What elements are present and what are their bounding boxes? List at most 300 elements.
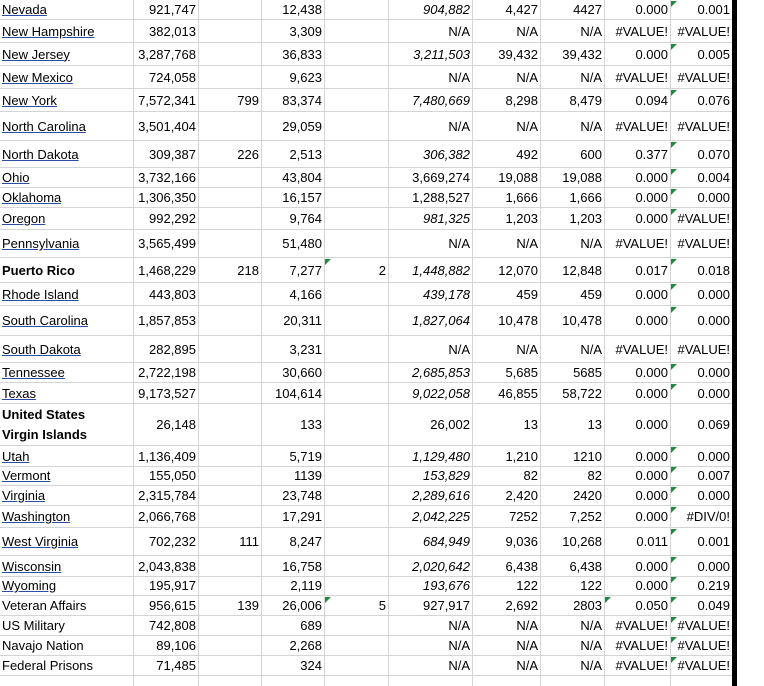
cell-c1[interactable]: 155,050: [149, 468, 196, 483]
cell-c1[interactable]: 382,013: [149, 23, 196, 39]
cell-c2[interactable]: 218: [237, 262, 259, 278]
cell-c9[interactable]: 0.004: [670, 168, 732, 187]
cell-c3[interactable]: 23,748: [282, 488, 322, 503]
cell-c4[interactable]: [324, 306, 388, 335]
cell-c7[interactable]: N/A: [580, 23, 602, 39]
cell-c6[interactable]: 46,855: [498, 385, 538, 401]
cell-c4[interactable]: [324, 616, 388, 635]
cell-c3[interactable]: 16,758: [282, 558, 322, 574]
cell-c4[interactable]: [324, 168, 388, 187]
cell-c6[interactable]: 13: [523, 417, 538, 432]
row-label-cell[interactable]: [0, 230, 133, 257]
row-label-cell[interactable]: [0, 208, 133, 229]
cell-c7[interactable]: 600: [580, 146, 602, 162]
cell-c7[interactable]: 2420: [573, 488, 602, 503]
cell-c1[interactable]: 992,292: [149, 211, 196, 226]
cell-c7[interactable]: 10,478: [562, 313, 602, 328]
cell-c4[interactable]: [324, 188, 388, 207]
cell-c1[interactable]: 9,173,527: [138, 385, 196, 401]
cell-c8[interactable]: #VALUE!: [615, 341, 668, 357]
cell-c9[interactable]: 0.070: [670, 141, 732, 167]
row-label: New Hampshire: [2, 23, 95, 39]
cell-c3[interactable]: 324: [300, 658, 322, 673]
cell-c1[interactable]: 7,572,341: [138, 92, 196, 108]
cell-c6[interactable]: 12,070: [498, 262, 538, 278]
cell-c6[interactable]: 19,088: [498, 170, 538, 185]
cell-c3[interactable]: 29,059: [282, 118, 322, 134]
cell-c9[interactable]: 0.049: [670, 596, 732, 615]
cell-c7[interactable]: N/A: [580, 69, 602, 85]
row-label-cell[interactable]: [0, 486, 133, 505]
cell-c3[interactable]: 3,231: [289, 341, 322, 357]
cell-c9[interactable]: #VALUE!: [677, 23, 730, 39]
cell-c5[interactable]: N/A: [448, 69, 470, 85]
cell-c3[interactable]: 20,311: [283, 313, 322, 328]
cell-c8[interactable]: #VALUE!: [615, 618, 668, 633]
cell-c7[interactable]: 1210: [573, 448, 602, 464]
cell-c2[interactable]: [198, 556, 261, 576]
cell-c9[interactable]: 0.001: [670, 528, 732, 555]
cell-c5[interactable]: 2,020,642: [412, 558, 470, 574]
cell-c2[interactable]: [198, 616, 261, 635]
cell-c9[interactable]: #VALUE!: [677, 69, 730, 85]
cell-c2[interactable]: [198, 656, 261, 675]
cell-c8[interactable]: #VALUE!: [615, 118, 668, 134]
cell-c5[interactable]: 904,882: [423, 2, 470, 17]
cell-c5[interactable]: N/A: [448, 658, 470, 673]
cell-c2[interactable]: [198, 112, 261, 140]
cell-c1[interactable]: 2,315,784: [138, 488, 196, 503]
cell-c2[interactable]: 111: [239, 534, 259, 549]
cell-c4[interactable]: [324, 656, 388, 675]
cell-c3[interactable]: 9,764: [289, 211, 322, 226]
cell-c3[interactable]: 36,833: [282, 46, 322, 62]
row-label-cell[interactable]: [0, 20, 133, 42]
cell-c6[interactable]: N/A: [516, 236, 538, 251]
cell-c8[interactable]: 0.000: [635, 365, 668, 380]
cell-c9[interactable]: 0.005: [670, 43, 732, 65]
cell-c4[interactable]: 5: [324, 596, 388, 615]
cell-c4[interactable]: [324, 636, 388, 655]
cell-c5[interactable]: N/A: [448, 618, 470, 633]
cell-c5[interactable]: 684,949: [423, 534, 470, 549]
cell-c8[interactable]: 0.050: [604, 596, 670, 615]
cell-c1[interactable]: 71,485: [156, 658, 196, 673]
cell-c5[interactable]: N/A: [448, 638, 470, 653]
cell-c8[interactable]: 0.377: [635, 146, 668, 162]
cell-c9[interactable]: 0.000: [670, 556, 732, 576]
cell-c8[interactable]: 0.000: [635, 286, 668, 302]
cell-c8[interactable]: #VALUE!: [615, 658, 668, 673]
cell-c2[interactable]: [198, 404, 261, 445]
row-label: Rhode Island: [2, 286, 79, 302]
row-label-cell[interactable]: [0, 383, 133, 403]
cell-c7[interactable]: 10,268: [562, 534, 602, 549]
cell-c3[interactable]: 9,623: [289, 69, 322, 85]
cell-c2[interactable]: [198, 336, 261, 362]
cell-c4[interactable]: [324, 208, 388, 229]
row-label-cell[interactable]: [0, 466, 133, 485]
cell-c8[interactable]: 0.000: [635, 313, 668, 328]
cell-c6[interactable]: 2,692: [505, 598, 538, 613]
cell-c8[interactable]: 0.017: [635, 262, 668, 278]
cell-c8[interactable]: 0.000: [635, 448, 668, 464]
cell-c8[interactable]: 0.000: [635, 509, 668, 524]
row-label: United States: [2, 406, 86, 422]
cell-c6[interactable]: 492: [516, 146, 538, 162]
cell-c1[interactable]: 443,803: [149, 286, 196, 302]
cell-c9[interactable]: 0.018: [670, 258, 732, 282]
cell-c7[interactable]: 82: [587, 468, 602, 483]
cell-c5[interactable]: 2,042,225: [412, 509, 470, 524]
cell-c8[interactable]: 0.000: [635, 170, 668, 185]
cell-c7[interactable]: 8,479: [569, 92, 602, 108]
cell-c6[interactable]: N/A: [516, 618, 538, 633]
cell-c7[interactable]: 7,252: [569, 509, 602, 524]
cell-c6[interactable]: 82: [523, 468, 538, 483]
cell-c6[interactable]: 4,427: [505, 2, 538, 17]
cell-c3[interactable]: 12,438: [282, 2, 322, 17]
cell-c3[interactable]: 17,291: [282, 509, 322, 524]
cell-c6[interactable]: 6,438: [505, 558, 538, 574]
cell-c1[interactable]: 1,136,409: [138, 448, 196, 464]
cell-c5[interactable]: 2,289,616: [412, 488, 470, 503]
cell-c7[interactable]: 6,438: [569, 558, 602, 574]
cell-c7[interactable]: 122: [580, 578, 602, 593]
cell-c2[interactable]: [198, 506, 261, 527]
cell-c3[interactable]: 2,119: [290, 578, 322, 593]
row-label-cell[interactable]: [0, 556, 133, 576]
cell-c5[interactable]: 7,480,669: [412, 92, 470, 108]
cell-c4[interactable]: [324, 363, 388, 382]
cell-c8[interactable]: 0.011: [636, 534, 668, 549]
cell-c9[interactable]: 0.000: [670, 306, 732, 335]
cell-c1[interactable]: 3,732,166: [138, 170, 196, 185]
cell-c5[interactable]: 26,002: [430, 417, 470, 432]
cell-c7[interactable]: N/A: [580, 658, 602, 673]
cell-c7[interactable]: 4427: [573, 2, 602, 17]
cell-c5[interactable]: 1,288,527: [412, 190, 470, 205]
cell-c6[interactable]: N/A: [516, 341, 538, 357]
cell-c6[interactable]: 5,685: [505, 365, 538, 380]
cell-c3[interactable]: 8,247: [289, 534, 322, 549]
cell-c7[interactable]: 13: [587, 417, 602, 432]
cell-c1[interactable]: 1,857,853: [138, 313, 196, 328]
cell-c6[interactable]: 122: [516, 578, 538, 593]
cell-c3[interactable]: 1139: [294, 468, 322, 483]
cell-c1[interactable]: 742,808: [149, 618, 196, 633]
cell-c4[interactable]: [324, 404, 388, 445]
cell-c6[interactable]: 1,666: [505, 190, 538, 205]
cell-c4[interactable]: [324, 0, 388, 19]
cell-c9[interactable]: 0.000: [670, 363, 732, 382]
table-row: [0, 208, 732, 230]
cell-c4[interactable]: [324, 466, 388, 485]
cell-c8[interactable]: #VALUE!: [615, 638, 668, 653]
cell-c2[interactable]: [198, 20, 261, 42]
cell-c4[interactable]: [324, 43, 388, 65]
cell-c7[interactable]: 1,666: [569, 190, 602, 205]
cell-c8[interactable]: 0.000: [635, 190, 668, 205]
cell-c8[interactable]: 0.000: [635, 488, 668, 503]
cell-c7[interactable]: N/A: [580, 618, 602, 633]
cell-c3[interactable]: 5,719: [289, 448, 322, 464]
cell-c2[interactable]: 139: [237, 598, 259, 613]
cell-c6[interactable]: 39,432: [498, 46, 538, 62]
row-label-cell[interactable]: [0, 596, 133, 615]
cell-c1[interactable]: 282,895: [149, 341, 196, 357]
cell-c5[interactable]: 1,129,480: [412, 448, 470, 464]
cell-c5[interactable]: N/A: [448, 236, 470, 251]
cell-c4[interactable]: [324, 528, 388, 555]
cell-c4[interactable]: [324, 486, 388, 505]
cell-c2[interactable]: 799: [237, 92, 259, 108]
cell-c9[interactable]: #VALUE!: [677, 236, 730, 251]
cell-c7[interactable]: 5685: [573, 365, 602, 380]
row-label-cell[interactable]: [0, 306, 133, 335]
cell-c6[interactable]: 7252: [509, 509, 538, 524]
cell-c3[interactable]: 2,513: [289, 146, 322, 162]
cell-c5[interactable]: 981,325: [423, 211, 470, 226]
cell-c5[interactable]: 2,685,853: [412, 365, 470, 380]
row-label-cell[interactable]: [0, 336, 133, 362]
cell-c9[interactable]: #VALUE!: [670, 656, 732, 675]
cell-c3[interactable]: 104,614: [275, 385, 322, 401]
cell-c6[interactable]: 459: [516, 286, 538, 302]
cell-c5[interactable]: N/A: [448, 23, 470, 39]
cell-c1[interactable]: 309,387: [149, 146, 196, 162]
cell-c4[interactable]: [324, 89, 388, 111]
cell-c2[interactable]: 226: [237, 146, 259, 162]
cell-c1[interactable]: 3,565,499: [138, 236, 196, 251]
row-label-cell[interactable]: [0, 363, 133, 382]
cell-c8[interactable]: #VALUE!: [615, 69, 668, 85]
cell-c9[interactable]: 0.000: [670, 383, 732, 403]
cell-c6[interactable]: 9,036: [505, 534, 538, 549]
cell-c9[interactable]: #VALUE!: [670, 208, 732, 229]
cell-c1[interactable]: 1,306,350: [138, 190, 196, 205]
cell-c2[interactable]: [198, 446, 261, 466]
cell-c4[interactable]: [324, 556, 388, 576]
cell-c4[interactable]: [324, 20, 388, 42]
cell-c4[interactable]: [324, 336, 388, 362]
cell-c5[interactable]: N/A: [448, 118, 470, 134]
cell-c9[interactable]: 0.001: [670, 0, 732, 19]
cell-c6[interactable]: N/A: [516, 658, 538, 673]
row-label-cell[interactable]: [0, 506, 133, 527]
table-row: [0, 188, 732, 208]
cell-c4[interactable]: 2: [324, 258, 388, 282]
cell-c6[interactable]: 2,420: [505, 488, 538, 503]
cell-c7[interactable]: N/A: [580, 118, 602, 134]
cell-c2[interactable]: [198, 486, 261, 505]
cell-c1[interactable]: 702,232: [149, 534, 196, 549]
cell-c3[interactable]: 83,374: [282, 92, 322, 108]
cell-c7[interactable]: 58,722: [562, 385, 602, 401]
cell-c8[interactable]: 0.000: [635, 211, 668, 226]
row-label-cell[interactable]: [0, 66, 133, 88]
cell-c9[interactable]: #DIV/0!: [670, 506, 732, 527]
row-label-cell[interactable]: [0, 89, 133, 111]
cell-c4[interactable]: [324, 446, 388, 466]
cell-c8[interactable]: 0.000: [635, 385, 668, 401]
cell-c3[interactable]: 4,166: [289, 286, 322, 302]
cell-c4[interactable]: [324, 283, 388, 305]
row-label-cell[interactable]: [0, 0, 133, 19]
cell-c1[interactable]: 3,501,404: [138, 118, 196, 134]
cell-c2[interactable]: [198, 43, 261, 65]
cell-c2[interactable]: [198, 208, 261, 229]
cell-c2[interactable]: [198, 636, 261, 655]
cell-c7[interactable]: N/A: [580, 236, 602, 251]
cell-c9[interactable]: 0.219: [670, 576, 732, 595]
row-label-cell[interactable]: [0, 616, 133, 635]
cell-c7[interactable]: 1,203: [569, 211, 602, 226]
cell-c6[interactable]: 10,478: [498, 313, 538, 328]
row-label-cell[interactable]: [0, 528, 133, 555]
cell-c4[interactable]: [324, 383, 388, 403]
cell-c2[interactable]: [198, 363, 261, 382]
cell-c9[interactable]: 0.007: [670, 466, 732, 485]
cell-c2[interactable]: [198, 66, 261, 88]
cell-c4[interactable]: [324, 506, 388, 527]
row-label-cell[interactable]: [0, 188, 133, 207]
cell-c3[interactable]: 26,006: [282, 598, 322, 613]
cell-c1[interactable]: 2,066,768: [138, 509, 196, 524]
cell-c5[interactable]: 3,669,274: [412, 170, 470, 185]
cell-c6[interactable]: 8,298: [505, 92, 538, 108]
cell-c9[interactable]: #VALUE!: [670, 616, 732, 635]
cell-c2[interactable]: [198, 306, 261, 335]
cell-c3[interactable]: 689: [300, 618, 322, 633]
row-label-cell[interactable]: [0, 141, 133, 167]
cell-c8[interactable]: #VALUE!: [615, 236, 668, 251]
cell-c1[interactable]: 724,058: [149, 69, 196, 85]
cell-c8[interactable]: 0.000: [635, 46, 668, 62]
cell-c4[interactable]: [324, 66, 388, 88]
cell-c8[interactable]: 0.000: [635, 2, 668, 17]
cell-c2[interactable]: [198, 188, 261, 207]
cell-c5[interactable]: 9,022,058: [412, 385, 470, 401]
cell-c6[interactable]: N/A: [516, 23, 538, 39]
cell-c8[interactable]: 0.094: [635, 92, 668, 108]
cell-c9[interactable]: 0.000: [670, 446, 732, 466]
cell-c2[interactable]: [198, 466, 261, 485]
cell-c3[interactable]: 133: [300, 417, 322, 432]
cell-c2[interactable]: [198, 383, 261, 403]
cell-c9[interactable]: 0.000: [670, 283, 732, 305]
cell-c3[interactable]: 51,480: [282, 236, 322, 251]
row-label: North Carolina: [2, 118, 86, 134]
cell-c4[interactable]: [324, 576, 388, 595]
row-label-cell[interactable]: [0, 404, 133, 445]
cell-c1[interactable]: 3,287,768: [138, 46, 196, 62]
cell-c1[interactable]: 2,722,198: [138, 365, 196, 380]
cell-c5[interactable]: N/A: [448, 341, 470, 357]
cell-c1[interactable]: 89,106: [156, 638, 196, 653]
cell-c3[interactable]: 7,277: [289, 262, 322, 278]
cell-c8[interactable]: 0.000: [635, 468, 668, 483]
cell-c9[interactable]: 0.000: [670, 486, 732, 505]
cell-c7[interactable]: 12,848: [562, 262, 602, 278]
cell-c2[interactable]: [198, 576, 261, 595]
cell-c5[interactable]: 153,829: [423, 468, 470, 483]
table-row: [0, 20, 732, 43]
cell-c9[interactable]: 0.076: [670, 89, 732, 111]
cell-c2[interactable]: [198, 0, 261, 19]
cell-c6[interactable]: 1,210: [505, 448, 538, 464]
row-label-cell[interactable]: [0, 576, 133, 595]
cell-c3[interactable]: 16,157: [282, 190, 322, 205]
cell-c6[interactable]: N/A: [516, 118, 538, 134]
cell-c9[interactable]: #VALUE!: [677, 118, 730, 134]
cell-c3[interactable]: 43,804: [282, 170, 322, 185]
cell-c5[interactable]: 927,917: [423, 598, 470, 613]
cell-c5[interactable]: 3,211,503: [413, 46, 470, 62]
cell-c9[interactable]: #VALUE!: [677, 341, 730, 357]
row-label-cell[interactable]: [0, 446, 133, 466]
cell-c7[interactable]: N/A: [580, 638, 602, 653]
cell-c1[interactable]: 26,148: [156, 417, 196, 432]
row-label-cell[interactable]: [0, 112, 133, 140]
table-row: [0, 306, 732, 336]
cell-c5[interactable]: 1,448,882: [412, 262, 470, 278]
cell-c3[interactable]: 2,268: [289, 638, 322, 653]
cell-c1[interactable]: 1,468,229: [138, 262, 196, 278]
cell-c1[interactable]: 2,043,838: [138, 558, 196, 574]
cell-c4[interactable]: [324, 230, 388, 257]
cell-c8[interactable]: 0.000: [635, 417, 668, 432]
cell-c7[interactable]: 39,432: [562, 46, 602, 62]
cell-c9[interactable]: #VALUE!: [670, 636, 732, 655]
cell-c7[interactable]: N/A: [580, 341, 602, 357]
cell-c2[interactable]: [198, 283, 261, 305]
row-label: Oklahoma: [2, 190, 62, 205]
cell-c5[interactable]: 439,178: [423, 286, 470, 302]
cell-c1[interactable]: 956,615: [149, 598, 196, 613]
cell-c2[interactable]: [198, 230, 261, 257]
row-label: Ohio: [2, 170, 30, 185]
cell-c3[interactable]: 30,660: [282, 365, 322, 380]
row-label-cell[interactable]: [0, 43, 133, 65]
cell-c6[interactable]: 1,203: [505, 211, 538, 226]
cell-c6[interactable]: N/A: [516, 69, 538, 85]
cell-c1[interactable]: 195,917: [149, 578, 196, 593]
cell-c7[interactable]: 2803: [573, 598, 602, 613]
cell-c8[interactable]: #VALUE!: [615, 23, 668, 39]
row-label-cell[interactable]: [0, 636, 133, 655]
cell-c7[interactable]: 459: [580, 286, 602, 302]
cell-c1[interactable]: 921,747: [149, 2, 196, 17]
cell-c5[interactable]: 1,827,064: [412, 313, 470, 328]
cell-c5[interactable]: 306,382: [423, 146, 470, 162]
row-label-cell[interactable]: [0, 656, 133, 675]
cell-c9[interactable]: 0.069: [697, 417, 730, 432]
cell-c4[interactable]: [324, 112, 388, 140]
cell-c2[interactable]: [198, 168, 261, 187]
cell-c5[interactable]: 193,676: [423, 578, 470, 593]
row-label-cell[interactable]: [0, 168, 133, 187]
cell-c9[interactable]: 0.000: [670, 188, 732, 207]
cell-c3[interactable]: 3,309: [289, 23, 322, 39]
cell-c4[interactable]: [324, 141, 388, 167]
cell-c6[interactable]: N/A: [516, 638, 538, 653]
cell-c8[interactable]: 0.000: [635, 578, 668, 593]
cell-c8[interactable]: 0.000: [635, 558, 668, 574]
row-label-cell[interactable]: [0, 283, 133, 305]
row-label-cell[interactable]: [0, 258, 133, 282]
cell-c7[interactable]: 19,088: [562, 170, 602, 185]
